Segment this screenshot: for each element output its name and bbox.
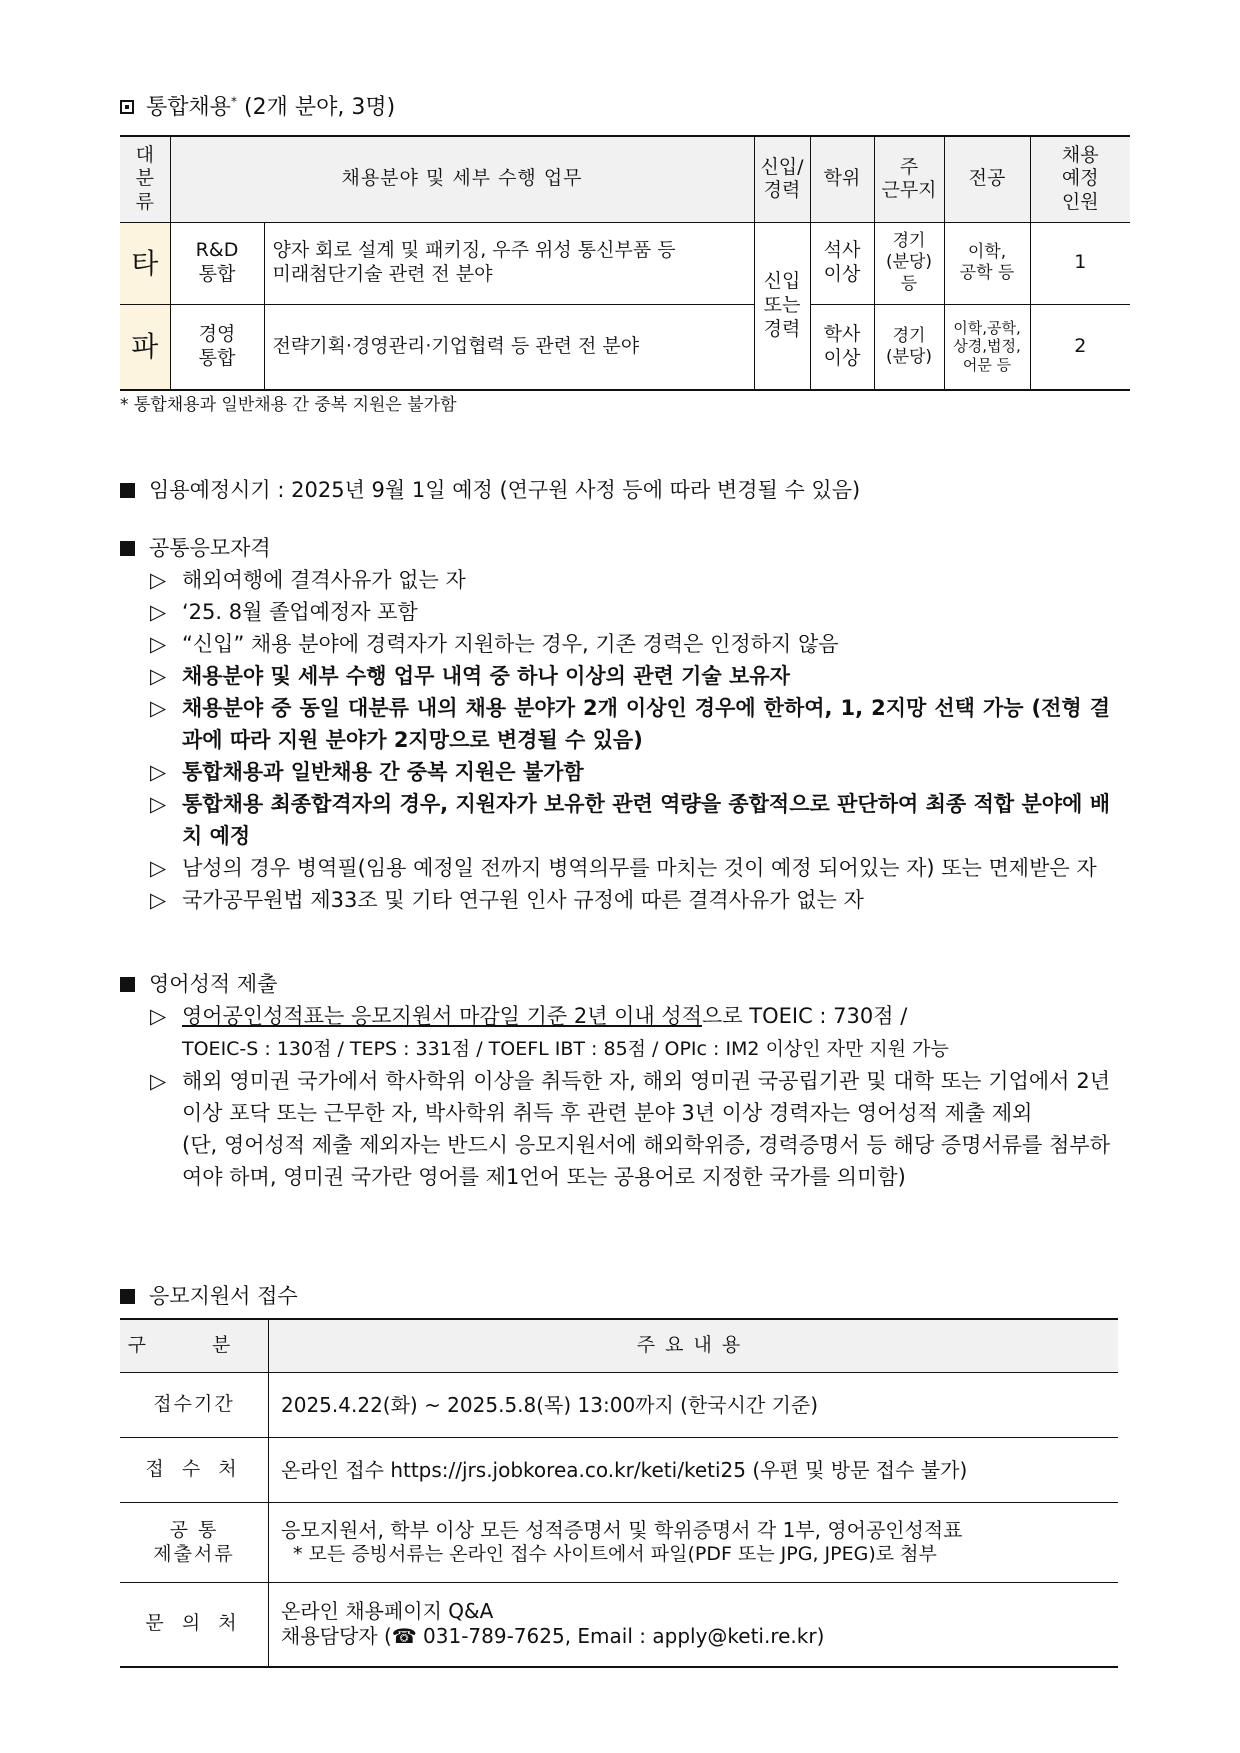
row-subnote: * 모든 증빙서류는 온라인 접수 사이트에서 파일(PDF 또는 JPG, JPEG)로 첨부 xyxy=(293,1543,937,1566)
row-key: 접수기간 xyxy=(120,1373,269,1438)
list-item: ▷ 해외여행에 결격사유가 없는 자 xyxy=(150,568,466,592)
row-major: 이학, 공학 등 xyxy=(944,222,1030,304)
list-item: ▷ ‘25. 8월 졸업예정자 포함 xyxy=(150,600,418,624)
header-type: 신입/ 경력 xyxy=(754,136,810,222)
list-item: ▷ 남성의 경우 병역필(임용 예정일 전까지 병역의무를 마치는 것이 예정 되어있는 자) 또는 면제받은 자 xyxy=(150,856,1097,880)
application-title: 응모지원서 접수 xyxy=(120,1280,298,1310)
row-duty: 양자 회로 설계 및 패키징, 우주 위성 통신부품 등 미래첨단기술 관련 전 분야 xyxy=(264,222,754,304)
list-item: ▷ 영어공인성적표는 응모지원서 마감일 기준 2년 이내 성적으로 TOEIC : 730점 / TOEIC-S : 130점 / TEPS : 331점 / TOEFL IBT : 85점 / OPIc : IM2 이상인 자만 지원 가능 xyxy=(150,1004,949,1060)
row-category: 파 xyxy=(120,304,170,390)
square-bullet-icon xyxy=(120,541,135,556)
header-location: 주 근무지 xyxy=(874,136,944,222)
row-degree: 학사 이상 xyxy=(810,304,874,390)
row-value-cell xyxy=(269,1583,1119,1667)
list-item: ▷ 통합채용과 일반채용 간 중복 지원은 불가함 xyxy=(150,760,584,784)
header-value: 주요내용 xyxy=(269,1319,1119,1373)
square-bullet-icon xyxy=(120,1289,135,1304)
header-major: 전공 xyxy=(944,136,1030,222)
row-major: 이학,공학, 상경,법정, 어문 등 xyxy=(944,304,1030,390)
integrated-hiring-title: 통합채용* (2개 분야, 3명) xyxy=(120,90,395,121)
table-row xyxy=(120,304,1130,390)
table-row xyxy=(120,1438,1118,1503)
row-headcount: 1 xyxy=(1030,222,1130,304)
header-headcount: 채용 예정 인원 xyxy=(1030,136,1130,222)
list-item: ▷ 해외 영미권 국가에서 학사학위 이상을 취득한 자, 해외 영미권 국공립기관 및 대학 또는 기업에서 2년 이상 포닥 또는 근무한 자, 박사학위 취득 후 관련 분야 3년 이상 경력자는 영어성적 제출 제외 (단, 영어성적 제출 제외자는 반드시 응모지원서에 해외학위증, 경력증명서 등 해당 증명서류를 첨부하여야 하며, 영미권 국가란 영어를 제1언어 또는 공용어로 지정한 국가를 의미함) xyxy=(150,1069,1110,1189)
english-score-list xyxy=(150,1000,1110,1193)
header-field: 채용분야 및 세부 수행 업무 xyxy=(170,136,754,222)
english-score-title: 영어성적 제출 xyxy=(120,968,277,998)
row-value: 온라인 채용페이지 Q&A xyxy=(281,1599,494,1624)
row-duty: 전략기획·경영관리·기업협력 등 관련 전 분야 xyxy=(264,304,754,390)
appointment-date-line: 임용예정시기 : 2025년 9월 1일 예정 (연구원 사정 등에 따라 변경될 수 있음) xyxy=(120,474,860,504)
row-location: 경기 (분당) xyxy=(874,304,944,390)
application-table xyxy=(120,1318,1118,1668)
row-degree: 석사 이상 xyxy=(810,222,874,304)
table-row xyxy=(120,1583,1118,1667)
recruitment-table xyxy=(120,135,1130,391)
list-item: ▷ 채용분야 및 세부 수행 업무 내역 중 하나 이상의 관련 기술 보유자 xyxy=(150,664,790,688)
table-row xyxy=(120,1503,1118,1583)
row-value: 응모지원서, 학부 이상 모든 성적증명서 및 학위증명서 각 1부, 영어공인성적표 xyxy=(281,1518,963,1543)
list-item: ▷ 국가공무원법 제33조 및 기타 연구원 인사 규정에 따른 결격사유가 없는 자 xyxy=(150,888,864,912)
row-key: 접 수 처 xyxy=(120,1438,269,1503)
row-contact: 채용담당자 (☎ 031-789-7625, Email : apply@keti.re.kr) xyxy=(281,1624,825,1649)
row-value: 2025.4.22(화) ~ 2025.5.8(목) 13:00까지 (한국시간 기준) xyxy=(269,1373,1119,1438)
header-degree: 학위 xyxy=(810,136,874,222)
row-location: 경기 (분당) 등 xyxy=(874,222,944,304)
square-bullet-icon xyxy=(120,483,135,498)
qualifications-list xyxy=(150,564,1110,916)
table-row xyxy=(120,222,1130,304)
row-category: 타 xyxy=(120,222,170,304)
row-key: 문 의 처 xyxy=(120,1583,269,1667)
row-headcount: 2 xyxy=(1030,304,1130,390)
row-value: 온라인 접수 https://jrs.jobkorea.co.kr/keti/keti25 (우편 및 방문 접수 불가) xyxy=(269,1438,1119,1503)
list-item: ▷ 통합채용 최종합격자의 경우, 지원자가 보유한 관련 역량을 종합적으로 판단하여 최종 적합 분야에 배치 예정 xyxy=(150,792,1110,848)
common-qualifications-title: 공통응모자격 xyxy=(120,532,271,562)
square-bullet-icon xyxy=(120,977,135,992)
row-field-name: 경영 통합 xyxy=(170,304,264,390)
header-key: 구 분 xyxy=(120,1319,269,1373)
row-type-merged: 신입 또는 경력 xyxy=(754,222,810,390)
square-bullet-icon xyxy=(120,100,134,114)
list-item: ▷ 채용분야 중 동일 대분류 내의 채용 분야가 2개 이상인 경우에 한하여, 1, 2지망 선택 가능 (전형 결과에 따라 지원 분야가 2지망으로 변경될 수 있음) xyxy=(150,696,1110,752)
row-value-cell xyxy=(269,1503,1119,1583)
duplicate-note: * 통합채용과 일반채용 간 중복 지원은 불가함 xyxy=(120,395,457,415)
table-row xyxy=(120,1373,1118,1438)
header-category: 대 분 류 xyxy=(120,136,170,222)
row-key: 공 통 제출서류 xyxy=(120,1503,269,1583)
list-item: ▷ “신입” 채용 분야에 경력자가 지원하는 경우, 기존 경력은 인정하지 않음 xyxy=(150,632,839,656)
row-field-name: R&D 통합 xyxy=(170,222,264,304)
